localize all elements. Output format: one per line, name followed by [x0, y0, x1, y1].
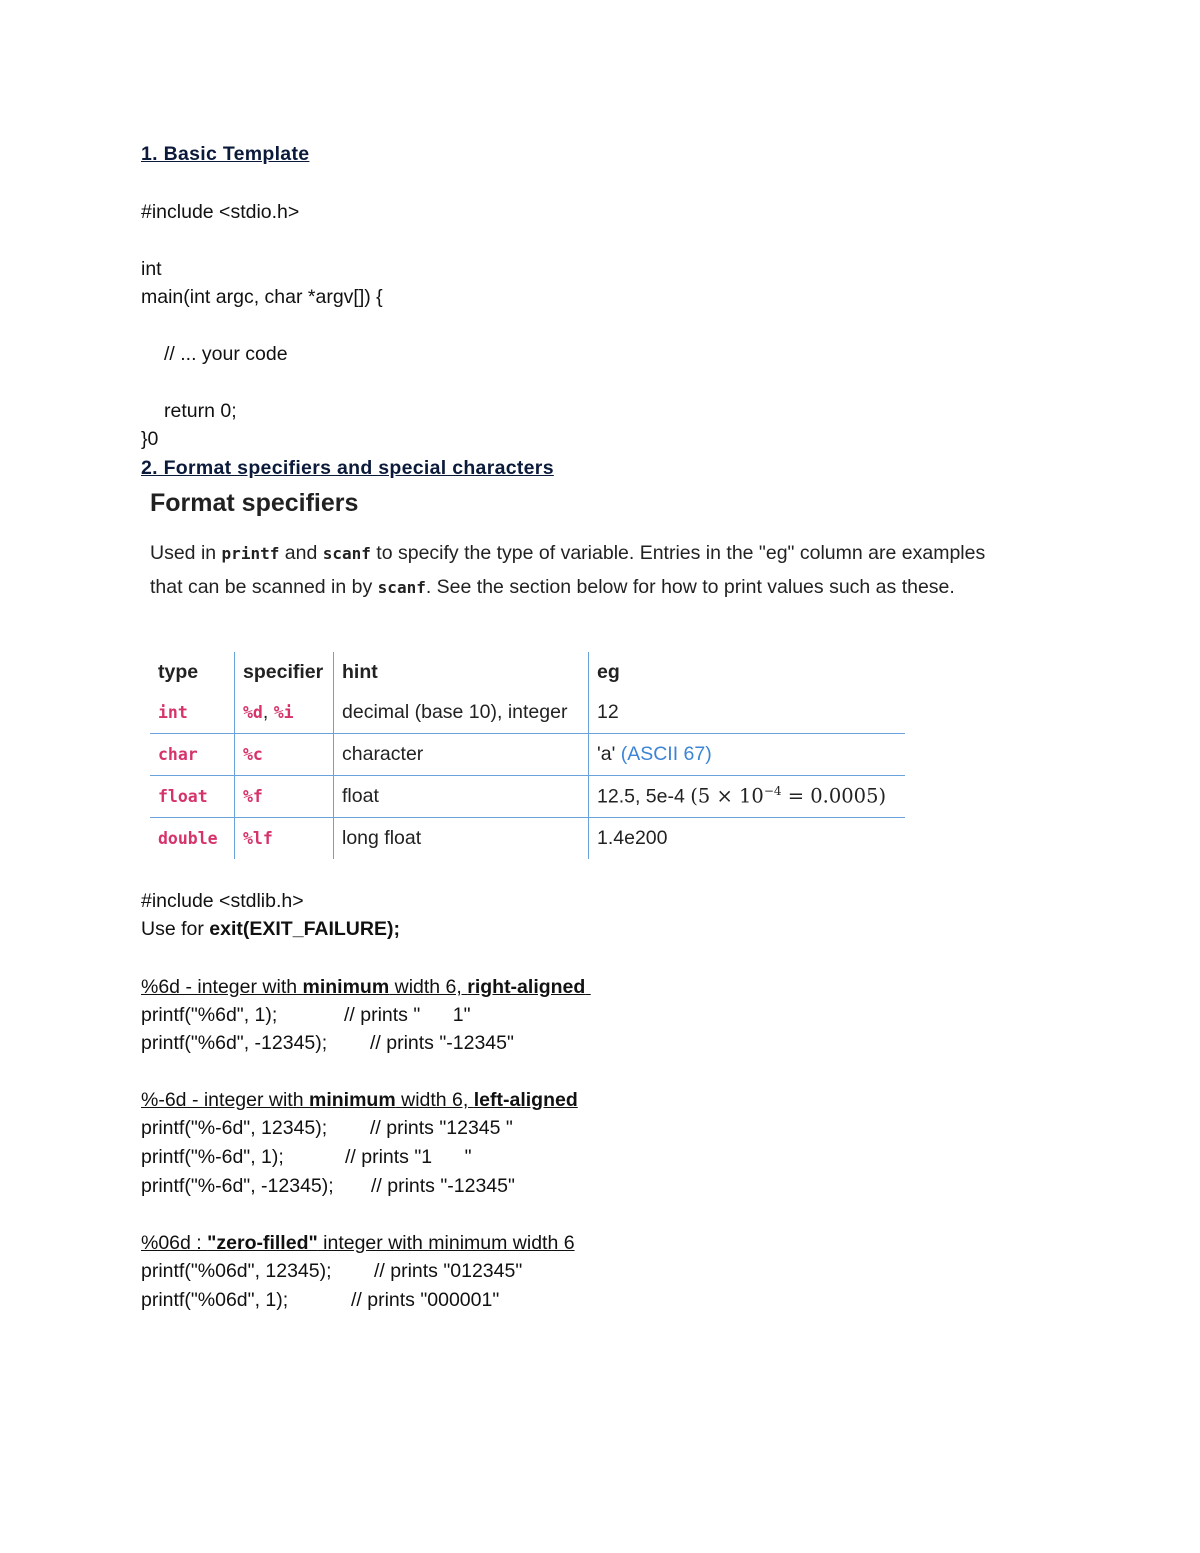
use-prefix: Use for: [141, 918, 210, 940]
eg-value: 12.5, 5e-4: [597, 785, 685, 808]
table-row: [150, 734, 905, 776]
code-example-line: [141, 1116, 513, 1140]
code-line-closing-brace: }0: [141, 428, 159, 450]
embed-title: Format specifiers: [150, 489, 359, 517]
heading-part: width 6,: [389, 976, 468, 998]
code-example-line: [141, 1288, 500, 1312]
eg-cell: 1.4e200: [589, 818, 906, 860]
header-specifier: specifier: [235, 652, 334, 692]
ascii-note: (ASCII 67): [620, 743, 712, 765]
embed-paragraph: [150, 537, 1020, 604]
type-cell: double: [158, 829, 218, 848]
table-row: [150, 776, 905, 818]
header-hint: hint: [334, 652, 589, 692]
hint-cell: float: [334, 776, 589, 818]
para-code-scanf-2: scanf: [377, 577, 426, 597]
hint-cell: decimal (base 10), integer: [334, 692, 589, 734]
type-cell: float: [150, 776, 235, 818]
code-comment: // prints "000001": [351, 1289, 500, 1311]
specifier-cell: %f: [235, 776, 334, 818]
eg-cell: 12: [589, 692, 906, 734]
para-code-scanf: scanf: [322, 544, 371, 563]
left-aligned-heading: [141, 1088, 578, 1112]
heading-part: %6d - integer with: [141, 976, 303, 998]
spec-i: %i: [273, 703, 294, 722]
code-line-int: int: [141, 258, 162, 280]
format-specifier-table: [150, 652, 905, 859]
code-call: printf("%-6d", -12345);: [141, 1175, 334, 1197]
code-line-main-signature: main(int argc, char *argv[]) {: [141, 286, 383, 308]
specifier-cell: %c: [235, 734, 334, 776]
code-comment: // prints "012345": [374, 1260, 523, 1282]
include-stdlib: #include <stdlib.h>: [141, 890, 304, 912]
heading-part: %-6d - integer with: [141, 1089, 309, 1111]
heading-bold-zero-filled: "zero-filled": [207, 1232, 318, 1254]
code-example-line: [141, 1174, 515, 1198]
heading-part: width 6,: [395, 1089, 474, 1111]
hint-cell: character: [334, 734, 589, 776]
code-call: printf("%06d", 12345);: [141, 1260, 332, 1282]
code-comment: // prints "1 ": [345, 1146, 472, 1168]
code-call: printf("%6d", -12345);: [141, 1032, 328, 1054]
type-cell: char: [150, 734, 235, 776]
code-example-line: [141, 1031, 514, 1055]
code-call: printf("%-6d", 1);: [141, 1146, 284, 1168]
heading-bold-alignment: left-aligned: [473, 1089, 578, 1111]
heading-bold-minimum: minimum: [309, 1089, 396, 1111]
code-call: printf("%6d", 1);: [141, 1004, 278, 1026]
eg-cell: [589, 734, 906, 776]
code-line-comment: // ... your code: [164, 343, 288, 365]
heading-part: %06d :: [141, 1232, 208, 1254]
use-for-exit: [141, 917, 400, 941]
code-comment: // prints "-12345": [371, 1175, 515, 1197]
spec-separator: ,: [262, 701, 274, 723]
table-row: [150, 692, 905, 734]
spec-d: %d: [243, 703, 263, 722]
para-text-2: and: [279, 542, 323, 564]
para-code-printf: printf: [221, 544, 280, 563]
code-example-line: [141, 1003, 471, 1027]
heading-bold-alignment: right-aligned: [467, 976, 586, 998]
heading-part: integer with minimum width 6: [317, 1232, 575, 1254]
para-text-1: Used in: [150, 542, 222, 564]
right-aligned-heading: [141, 975, 591, 999]
para-text-3: to specify the type of variable. Entries in the "eg" column are examples that can be scanned in by: [150, 542, 986, 598]
code-comment: // prints "-12345": [370, 1032, 514, 1054]
exit-failure-code: exit(EXIT_FAILURE);: [209, 918, 400, 940]
eg-math-exponent: −4: [763, 784, 782, 799]
heading-bold-minimum: minimum: [302, 976, 390, 998]
eg-value: 'a': [597, 743, 616, 765]
code-example-line: [141, 1145, 472, 1169]
code-call: printf("%-6d", 12345);: [141, 1117, 328, 1139]
code-line-return: return 0;: [164, 400, 237, 422]
table-header-row: [150, 652, 905, 692]
code-example-line: [141, 1259, 523, 1283]
eg-math: (5 × 10: [690, 784, 764, 808]
header-type: type: [158, 660, 199, 683]
table-row: [150, 818, 905, 860]
code-call: printf("%06d", 1);: [141, 1289, 289, 1311]
specifier-cell: [235, 692, 334, 734]
eg-math-end: = 0.0005): [781, 784, 887, 808]
code-comment: // prints "12345 ": [370, 1117, 513, 1139]
header-eg: eg: [589, 652, 906, 692]
section-heading-format-specifiers: 2. Format specifiers and special characters: [141, 457, 554, 479]
eg-cell: [589, 776, 906, 818]
section-heading-basic-template: 1. Basic Template: [141, 143, 310, 165]
type-cell: int: [150, 692, 235, 734]
specifier-cell: %lf: [235, 818, 334, 860]
para-text-4: . See the section below for how to print values such as these.: [425, 575, 955, 598]
zero-filled-heading: [141, 1231, 575, 1255]
code-comment: // prints " 1": [344, 1004, 471, 1026]
code-line-include-stdio: #include <stdio.h>: [141, 201, 300, 223]
hint-cell: long float: [334, 818, 589, 860]
